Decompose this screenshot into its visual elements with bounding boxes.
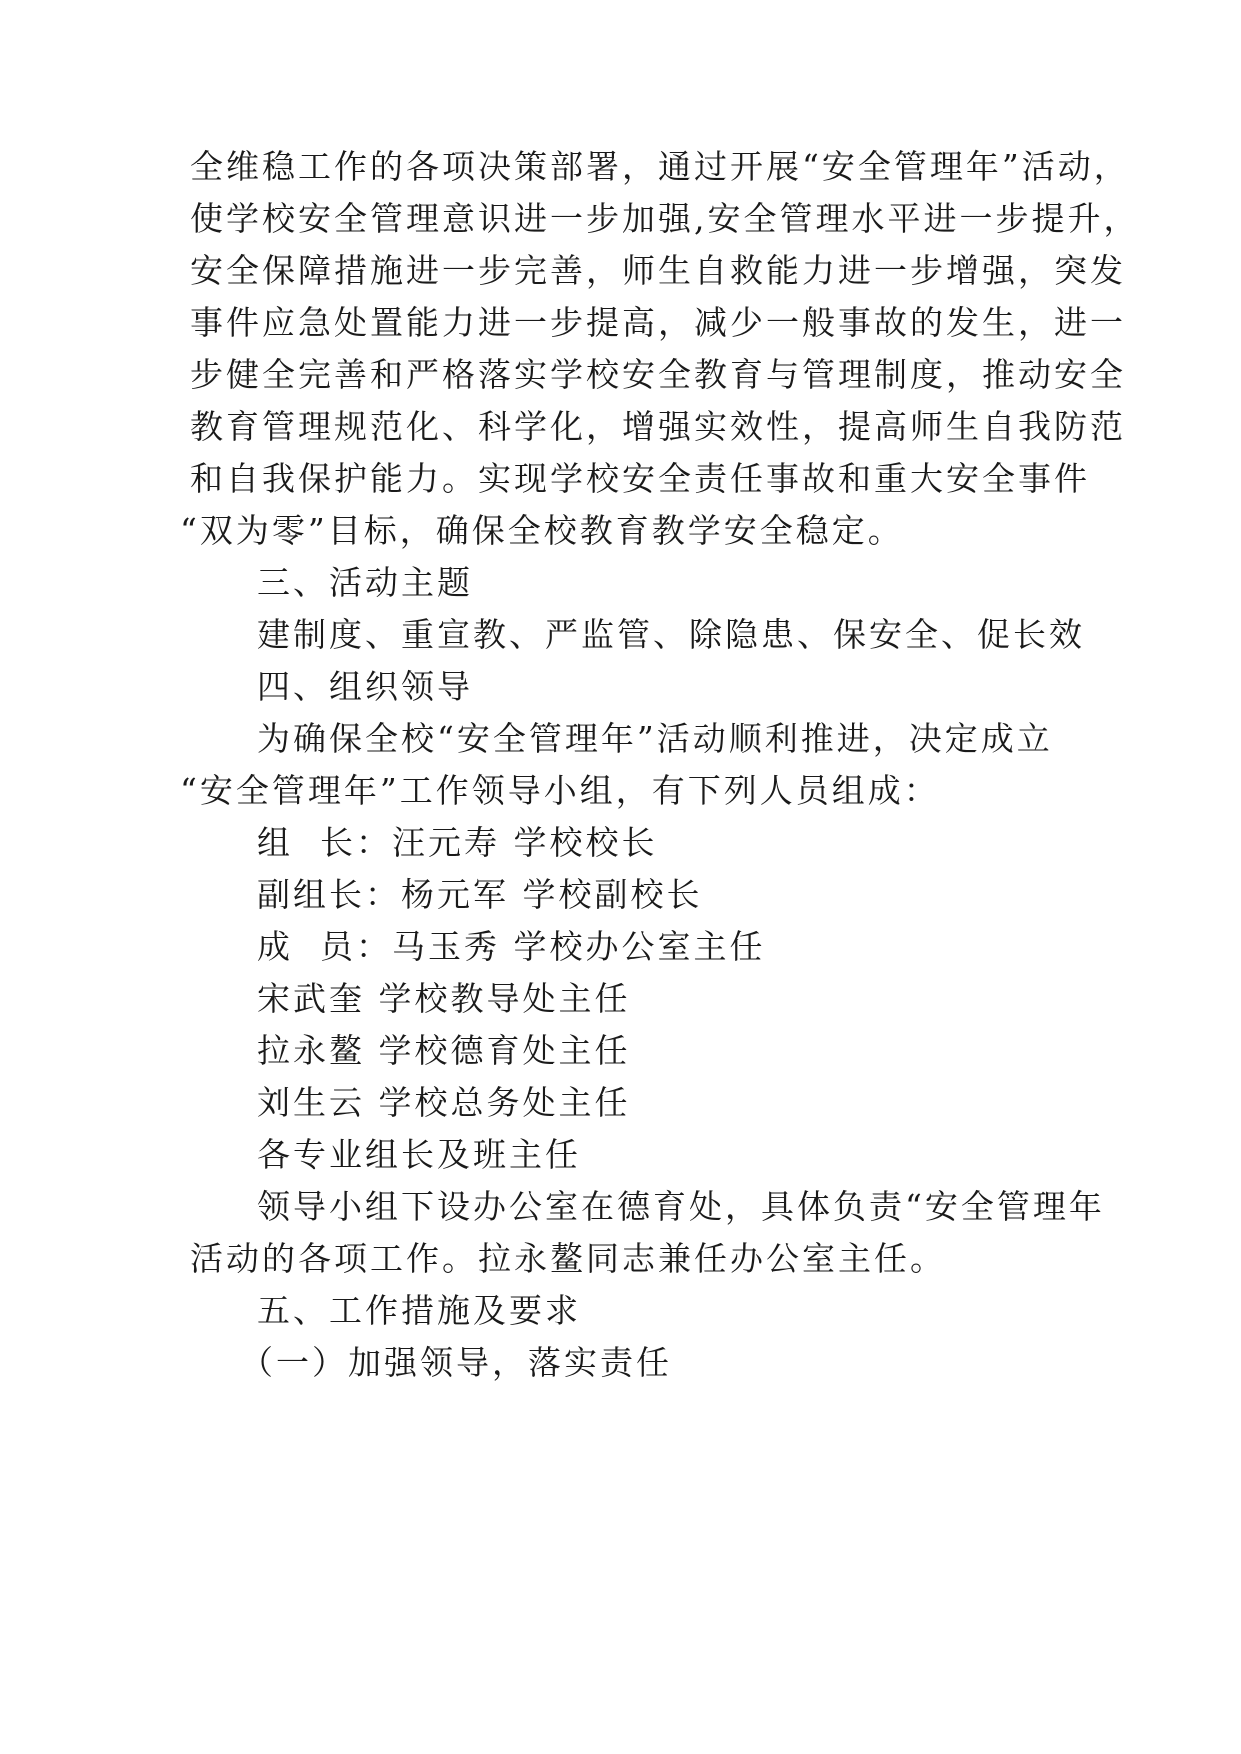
section-heading-activity-theme: 三、活动主题 bbox=[257, 563, 473, 602]
member-office-director: 成 员：马玉秀 学校办公室主任 bbox=[257, 927, 766, 966]
office-paragraph-line-2: 活动的各项工作。拉永鳌同志兼任办公室主任。 bbox=[190, 1239, 946, 1278]
member-group-leaders: 各专业组长及班主任 bbox=[257, 1135, 581, 1174]
member-deputy-leader: 副组长：杨元军 学校副校长 bbox=[257, 875, 703, 914]
body-line-5: 步健全完善和严格落实学校安全教育与管理制度，推动安全 bbox=[190, 355, 1126, 394]
section-heading-organization: 四、组织领导 bbox=[257, 667, 473, 706]
theme-text: 建制度、重宣教、严监管、除隐患、保安全、促长效 bbox=[257, 615, 1085, 654]
body-line-2: 使学校安全管理意识进一步加强,安全管理水平进一步提升， bbox=[190, 199, 1140, 238]
body-line-3: 安全保障措施进一步完善，师生自救能力进一步增强，突发 bbox=[190, 251, 1126, 290]
office-paragraph-line-1: 领导小组下设办公室在德育处，具体负责“安全管理年 bbox=[257, 1187, 1105, 1226]
member-teaching-director: 宋武奎 学校教导处主任 bbox=[257, 979, 631, 1018]
member-leader: 组 长：汪元寿 学校校长 bbox=[257, 823, 658, 862]
section-heading-measures: 五、工作措施及要求 bbox=[257, 1291, 581, 1330]
member-moral-education-director: 拉永鳌 学校德育处主任 bbox=[257, 1031, 631, 1070]
org-paragraph-line-1: 为确保全校“安全管理年”活动顺利推进，决定成立 bbox=[257, 719, 1053, 758]
body-line-4: 事件应急处置能力进一步提高，减少一般事故的发生，进一 bbox=[190, 303, 1126, 342]
body-line-7: 和自我保护能力。实现学校安全责任事故和重大安全事件 bbox=[190, 459, 1090, 498]
body-line-1: 全维稳工作的各项决策部署，通过开展“安全管理年”活动， bbox=[190, 147, 1130, 186]
subsection-heading-leadership: （一）加强领导，落实责任 bbox=[240, 1343, 672, 1382]
org-paragraph-line-2: “安全管理年”工作领导小组，有下列人员组成： bbox=[180, 771, 940, 810]
member-general-affairs-director: 刘生云 学校总务处主任 bbox=[257, 1083, 631, 1122]
body-line-6: 教育管理规范化、科学化，增强实效性，提高师生自我防范 bbox=[190, 407, 1126, 446]
body-line-8: “双为零”目标，确保全校教育教学安全稳定。 bbox=[180, 511, 904, 550]
